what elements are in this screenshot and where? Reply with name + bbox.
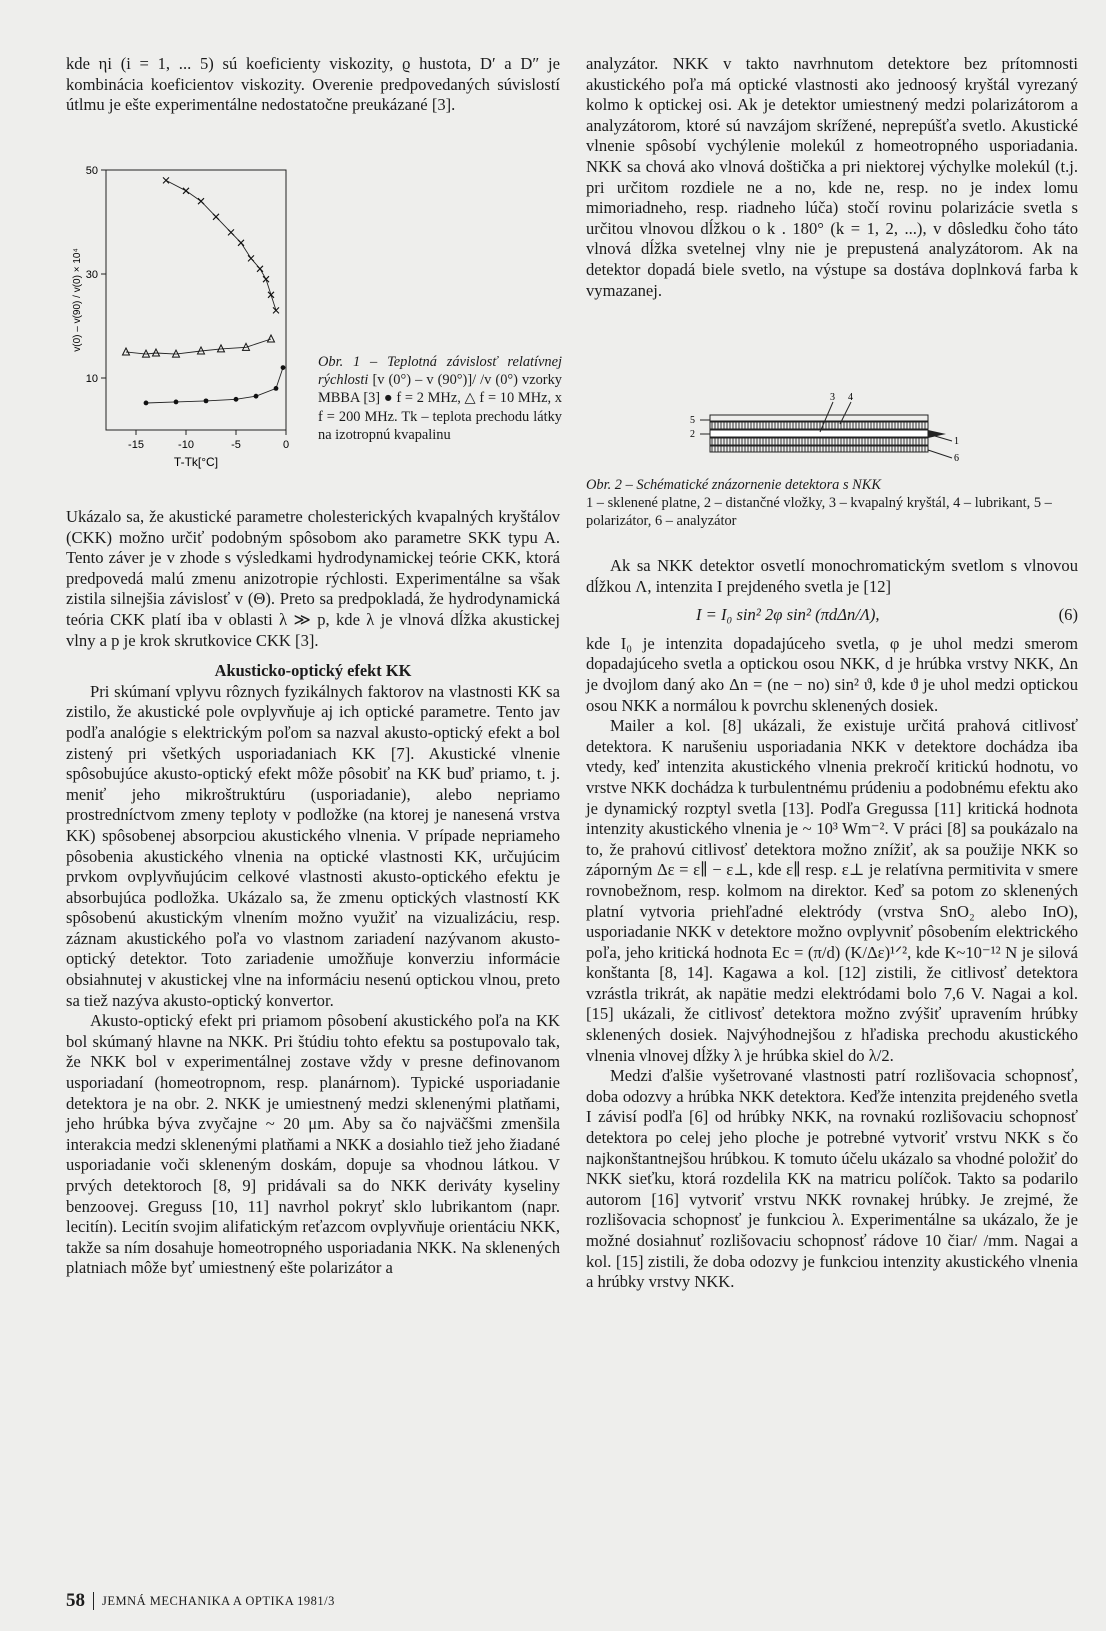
liquid-crystal-layer <box>710 430 928 437</box>
figure-2-caption <box>586 476 1076 531</box>
data-point-2mhz <box>234 397 239 402</box>
bottom-glass-plate <box>710 438 928 445</box>
data-point-200mhz <box>273 307 279 313</box>
right-column-body <box>586 556 1078 1293</box>
left-column-body <box>66 507 560 1279</box>
journal-name: JEMNÁ MECHANIKA A OPTIKA 1981/3 <box>102 1593 335 1608</box>
data-point-2mhz <box>204 398 209 403</box>
x-axis-label: T-Tk[°C] <box>173 455 219 469</box>
data-point-200mhz <box>183 188 189 194</box>
chart-axes <box>72 165 289 469</box>
polarizer-layer <box>710 415 928 421</box>
equation-number: (6) <box>1058 605 1078 625</box>
data-point-10mhz <box>153 349 160 356</box>
figure-2-caption-text: 1 – sklenené platne, 2 – distančné vložky, 3 – kvapalný kryštál, 4 – lubrikant, 5 – polarizátor, 6 – analyzátor <box>586 495 1052 530</box>
data-point-200mhz <box>248 255 254 261</box>
paragraph-analyzer: analyzátor. NKK v takto navrhnutom detektore bez prítomnosti akustického poľa má optické vlastnosti ako jednoosý kryštál vyrezaný kolmo k optickej osi. Ak je detektor umiestnený medzi polarizátorom a analyzátorom, ktoré sú navzájom skrížené, neprepúšťa svetlo. Akustické vlnenie spôsobí vychýlenie molekúl z homeotropného usporiadania. NKK sa chová ako vlnová doštička a pri niektorej výchylke molekúl (t.j. pri určitom rozdiele ne a no, kde ne, resp. no je index lomu mimoriadneho, resp. riadneho lúča) stočí rovinu polarizácie svetla s určitou vlnovou dĺžkou o k . 180° (k = 1, 2, ...), v dôsledku čoho táto vlnová dĺžka svetelnej vlny nie je prepustená analyzátorom. Ak na detektor dopadá biele svetlo, na výstupe sa dostáva doplnková farba k vymazanej. <box>586 54 1078 300</box>
data-point-200mhz <box>257 266 263 272</box>
data-point-200mhz <box>163 177 169 183</box>
label-3: 3 <box>830 392 835 403</box>
equation-text: I = I₀ sin² 2φ sin² (πdΔn/Λ), <box>696 605 880 625</box>
data-point-10mhz <box>123 348 130 355</box>
equation-6 <box>586 597 1078 634</box>
paragraph-threshold: Mailer a kol. [8] ukázali, že existuje určitá prahová citlivosť detektora. K narušeniu usporiadania NKK v detektore dochádza iba vtedy, keď intenzita akustického vlnenia prekročí kritickú hodnotu, vo vrstve NKK dochádza k turbulentnému prúdeniu a podobnému efektu ako je dynamický rozptyl svetla [13]. Podľa Gregussa [11] kritická hodnota intenzity akustického vlnenia je ~ 10³ Wm⁻². V práci [8] sa poukázalo na to, že prahovú citlivosť detektora možno znížiť, ak sa použije NKK so záporným Δε = ε∥ − ε⊥, kde ε∥ resp. ε⊥ je relatívna permitivita v smere rovnobežnom, resp. kolmom na direktor. Keď sa potom zo sklenených platní vytvoria priehľadné elektródy (vrstva SnO₂ alebo InO), usporiadanie NKK v detektore možno ovplyvniť pôsobením elektrického poľa, jeho kritická hodnota Ec = (π/d) (K/Δε)¹ᐟ², kde K~10⁻¹² N je silová konštanta [8, 14]. Kagawa a kol. [12] zistili, že citlivosť detektora vzrástla trikrát, ak napätie medzi elektródami bolo 7,6 V. Nagai a kol. [15] ukázali, že citlivosť detektora možno zvýšiť upravením hrúbky sklenených dosiek. Najvýhodnejšou z hľadiska prechodu akustického vlnenia vlnovej dĺžky λ je hrúbka skiel do λ/2. <box>586 716 1078 1065</box>
figure-1-caption-text: [v (0°) – v (90°)]/ /v (0°) vzorky MBBA [3] ● f = 2 MHz, △ f = 10 MHz, x f = 200 MHz. Tk – teplota prechodu látky na izotropnú kvapalinu <box>318 372 562 443</box>
data-point-2mhz <box>281 365 286 370</box>
label-5: 5 <box>690 415 695 426</box>
y-tick-label: 50 <box>85 165 98 177</box>
paragraph-acousto-optic: Pri skúmaní vplyvu rôznych fyzikálnych faktorov na vlastnosti KK sa zistilo, že akustické pole ovplyvňuje aj ich optické parametre. Tento jav podľa analógie s elektrickým poľom sa nazval akusto-optický efekt a bol zistený pri všetkých usporiadaniach KK [7]. Akustické vlnenie spôsobujúce akusto-optický efekt môže pôsobiť na KK buď priamo, t. j. meniť jeho mikroštruktúru (usporiadanie), alebo nepriamo prostredníctvom zmeny teploty v podložke (na ktorej je nanesená vrstva KK) spôsobenej absorpciou akustického vlnenia. V prípade nepriameho pôsobenia akustického vlnenia na optické vlastnosti KK, určujúcim prvkom ovplyvňujúcim celkové vlastnosti akusto-optického efektu je absorbujúca podložka. Ukázalo sa, že zmenu optických vlastností KK spôsobenú akustickým vlnením možno využiť na vizualizáciu, resp. záznam akustického poľa vo vlastnom zariadení nazývanom akusto-optický detektor. Toto zariadenie umožňuje konverziu informácie obsiahnutej v akustickej vlne na informáciu nesenú optickou vlnou, preto sa tiež nazýva akusto-optický konvertor. <box>66 681 560 1010</box>
data-point-200mhz <box>268 292 274 298</box>
figure-1-caption <box>318 353 562 444</box>
label-2: 2 <box>690 429 695 440</box>
paragraph-monochromatic: Ak sa NKK detektor osvetlí monochromatickým svetlom s vlnovou dĺžkou Λ, intenzita I prejdeného svetla je [12] <box>586 556 1078 596</box>
data-point-200mhz <box>198 198 204 204</box>
page-footer <box>66 1590 335 1612</box>
paragraph-nkk-detector: Akusto-optický efekt pri priamom pôsobení akustického poľa na KK bol skúmaný hlavne na NKK. Pri štúdiu tohto efektu sa postupovalo tak, že NKK bol v experimentálnej zostave vždy v presne definovanom usporiadaní (homeotropnom, resp. planárnom). Typické usporiadanie detektora je na obr. 2. NKK je umiestnený medzi sklenenými platňami, jeho hrúbka býva zvyčajne ~ 20 μm. Aby sa čo najväčšmi zmenšila interakcia medzi sklenenými platňami a NKK a dosiahlo tiež jeho žiadané usporiadanie voči skleneným doskám, dopuje sa vhodnou látkou. V prvých detektoroch [8, 9] pridávali sa do NKK deriváty kyseliny benzoovej. Greguss [10, 11] navrhol pokryť sklo lubrikantom (napr. lecitín). Lecitín svojim alifatickým reťazcom ovplyvňuje orientáciu NKK, takže sa ním dosahuje homeotropného usporiadania NKK. Na sklenených platniach môže byť umiestnený ešte polarizátor a <box>66 1011 560 1278</box>
curve-dot <box>146 368 283 403</box>
x-tick-label: 0 <box>282 439 290 451</box>
x-tick-label: -5 <box>231 439 241 451</box>
left-column-intro <box>66 54 560 116</box>
data-point-2mhz <box>254 394 259 399</box>
y-tick-label: 10 <box>85 373 98 385</box>
figure-1-caption-label: Obr. 1 – Teplotná závislosť relatívnej rýchlosti <box>318 354 562 389</box>
chart-marks <box>123 177 286 405</box>
label-6: 6 <box>954 453 959 464</box>
paragraph-definitions: kde I₀ je intenzita dopadajúceho svetla, φ je uhol medzi smerom dopadajúceho svetla a optickou osou NKK, d je hrúbka vrstvy NKK, Δn je dvojlom daný ako Δn = (ne − no) sin² ϑ, kde ϑ je uhol medzi optickou osou NKK a normálou k povrchu sklenených dosiek. <box>586 633 1078 715</box>
curve-cross <box>166 180 276 310</box>
intro-paragraph: kde ηi (i = 1, ... 5) sú koeficienty viskozity, ϱ hustota, D′ a D″ je kombinácia koeficientov viskozity. Overenie predpovedaných súvislostí útlmu je ešte experimentálne nedostatočne preukázané [3]. <box>66 54 560 115</box>
section-heading: Akusticko-optický efekt KK <box>214 661 412 681</box>
paragraph-ckk: Ukázalo sa, že akustické parametre cholesterických kvapalných kryštálov (CKK) možno určiť podobným spôsobom ako parametre SKK typu A. Tento záver je v zhode s výsledkami hydrodynamickej teórie CKK, ktorá predpovedá malú zmenu anizotropie rýchlosti. Experimentálne sa však zistila silnejšia závislosť v (Θ). Preto sa predpokladá, že hydrodynamická teória CKK platí iba v oblasti λ ≫ p, kde λ je vlnová dĺžka akustickej vlny a p je krok skrutkovice CKK [3]. <box>66 507 560 650</box>
label-4: 4 <box>848 392 853 403</box>
data-point-200mhz <box>263 276 269 282</box>
y-tick-label: 30 <box>85 269 98 281</box>
data-point-200mhz <box>238 240 244 246</box>
data-point-200mhz <box>213 214 219 220</box>
data-point-2mhz <box>174 400 179 405</box>
x-tick-label: -10 <box>178 439 194 451</box>
data-point-200mhz <box>228 229 234 235</box>
figure-2-caption-label: Obr. 2 – Schématické znázornenie detektora s NKK <box>586 477 881 493</box>
data-point-2mhz <box>144 401 149 406</box>
figure-2-diagram <box>690 390 990 470</box>
plot-frame <box>106 170 286 430</box>
paragraph-resolution: Medzi ďalšie vyšetrované vlastnosti patrí rozlišovacia schopnosť, doba odozvy a hrúbka NKK detektora. Keďže intenzita prejdeného svetla I závisí podľa [6] od hrúbky NKK, na rovnakú rozlišovaciu schopnosť detektora po celej jeho ploche je potrebné vytvoriť vrstvu NKK s čo najkonštantnejšou hrúbkou. K tomuto účelu ukázalo sa vhodné položiť do NKK sieťku, ktorá rozdelila KK na matricu políčok. Takto sa podarilo autorom [16] vytvoriť vrstvu NKK rovnakej hrúbky. Je zrejmé, že rozlišovacia schopnosť je funkciou λ. Experimentálne sa ukázalo, že je možné dosiahnuť rozlišovaciu schopnosť rádove 10 čiar/ /mm. Nagai a kol. [15] zistili, že doba odozvy je funkciou intenzity akustického vlnenia a hrúbky vrstvy NKK. <box>586 1066 1078 1292</box>
label-1: 1 <box>954 436 959 447</box>
right-column-top <box>586 54 1078 301</box>
footer-divider <box>93 1592 94 1610</box>
analyzer-layer <box>710 446 928 452</box>
x-tick-label: -15 <box>128 439 144 451</box>
data-point-10mhz <box>268 335 275 342</box>
data-point-2mhz <box>274 386 279 391</box>
y-axis-label: v(0) – v(90) / v(0) × 10⁴ <box>72 248 83 352</box>
figure-1-chart <box>66 160 322 490</box>
top-glass-plate <box>710 422 928 429</box>
page-number: 58 <box>66 1590 85 1611</box>
